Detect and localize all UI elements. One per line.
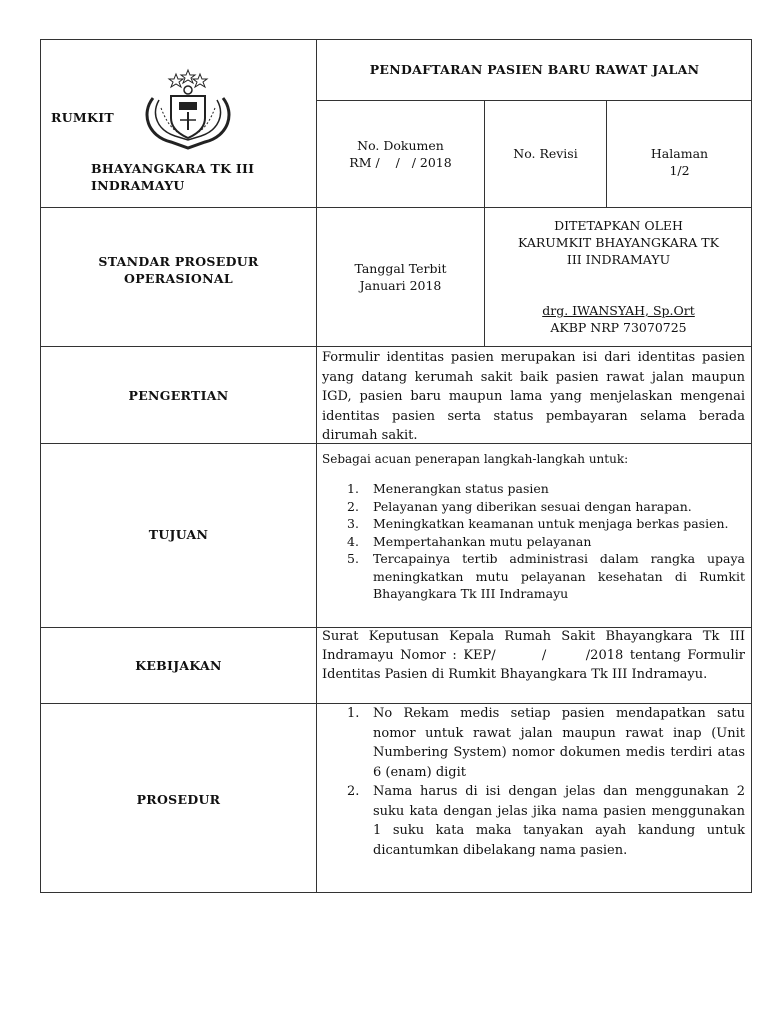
ditetapkan-line2: KARUMKIT BHAYANGKARA TK — [518, 235, 719, 250]
document-title: PENDAFTARAN PASIEN BARU RAWAT JALAN — [369, 62, 700, 77]
spo-title-line1: STANDAR PROSEDUR — [98, 254, 259, 269]
no-dokumen-value: RM / / / 2018 — [349, 155, 452, 170]
ditetapkan-line3: III INDRAMAYU — [566, 252, 671, 267]
pengertian-label: PENGERTIAN — [128, 388, 229, 403]
prosedur-list — [347, 704, 745, 860]
list-item: 5. Tercapainya tertib administrasi dalam rangka upaya meningkatkan mutu pelayanan kesehatan di Rumkit Bhayangkara Tk III Indramayu — [347, 551, 745, 601]
signer-rank: AKBP NRP 73070725 — [550, 320, 687, 335]
police-emblem-logo — [131, 68, 231, 150]
hospital-prefix: RUMKIT — [51, 110, 114, 125]
divider — [316, 100, 752, 101]
list-item: 3. Meningkatkan keamanan untuk menjaga berkas pasien. — [347, 516, 729, 531]
signer-name: drg. IWANSYAH, Sp.Ort — [542, 303, 695, 318]
list-item: 4. Mempertahankan mutu pelayanan — [347, 533, 592, 549]
list-item: 2. Pelayanan yang diberikan sesuai dengan harapan. — [347, 498, 692, 514]
spo-title-line2: OPERASIONAL — [124, 271, 233, 286]
divider — [41, 346, 752, 347]
no-dokumen-label: No. Dokumen — [357, 138, 444, 153]
no-revisi-label: No. Revisi — [513, 146, 578, 161]
tanggal-terbit-label: Tanggal Terbit — [354, 261, 447, 276]
list-item: 1. No Rekam medis setiap pasien mendapatkan satu nomor untuk rawat jalan maupun rawat inap (Unit Numbering System) nomor dokumen medis terdiri atas 6 (enam) digit — [347, 706, 745, 780]
pengertian-text: Formulir identitas pasien merupakan isi dari identitas pasien yang datang kerumah sakit baik pasien rawat jalan maupun IGD, pasien baru maupun lama yang menjelaskan mengenai identitas pasien serta status pembayaran selama berada dirumah sakit. — [322, 350, 745, 443]
tujuan-label: TUJUAN — [148, 527, 209, 542]
tanggal-terbit-value: Januari 2018 — [359, 278, 442, 293]
kebijakan-text: Surat Keputusan Kepala Rumah Sakit Bhayangkara Tk III Indramayu Nomor : KEP/ / /2018 tentang Formulir Identitas Pasien di Rumkit Bhayangkara Tk III Indramayu. — [322, 629, 750, 682]
ditetapkan-line1: DITETAPKAN OLEH — [554, 218, 683, 233]
hospital-name-line1: BHAYANGKARA TK III — [91, 161, 255, 176]
list-item: 1. Menerangkan status pasien — [347, 481, 549, 496]
halaman-label: Halaman — [650, 146, 709, 161]
kebijakan-label: KEBIJAKAN — [135, 658, 222, 673]
divider — [41, 207, 752, 208]
hospital-name-line2: INDRAMAYU — [91, 178, 185, 193]
sop-document — [40, 39, 752, 893]
tujuan-list — [347, 480, 745, 603]
prosedur-label: PROSEDUR — [136, 792, 221, 807]
tujuan-intro: Sebagai acuan penerapan langkah-langkah untuk: — [322, 452, 629, 466]
list-item: 2. Nama harus di isi dengan jelas dan menggunakan 2 suku kata dengan jelas jika nama pasien menggunakan 1 suku kata maka tanyakan ayah kandung untuk dicantumkan dibelakang nama pasien. — [347, 784, 745, 858]
halaman-value: 1/2 — [669, 163, 690, 178]
